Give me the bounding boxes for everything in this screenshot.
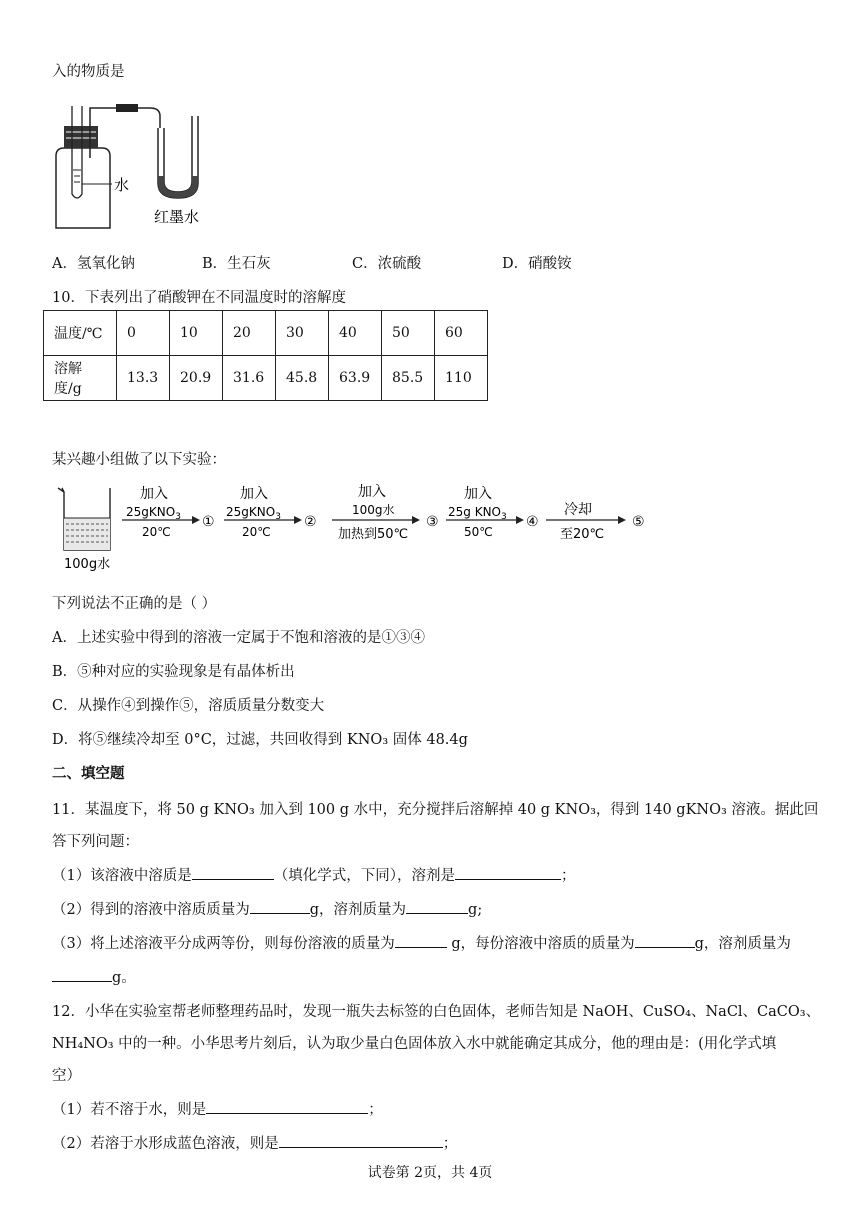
page-footer: 试卷第 2页，共 4页 [367,1165,493,1181]
table-header-cell: 溶解度/g [44,356,117,401]
q11-part-1-text-a: （1）该溶液中溶质是 [52,868,192,884]
table-cell: 63.9 [329,356,382,401]
table-cell: 30 [276,311,329,356]
q12-part-1-text-b: ； [368,1102,383,1118]
table-cell: 45.8 [276,356,329,401]
q11-part-2-text-a: （2）得到的溶液中溶质质量为 [52,902,250,918]
flow-step-2-bottom: 20℃ [242,525,271,539]
q9-option-c: C．浓硫酸 [352,256,422,272]
flow-step-1-result: ① [202,514,215,530]
q9-option-d: D．硝酸铵 [502,256,572,272]
q12-line-2: NH₄NO₃ 中的一种。小华思考片刻后，认为取少量白色固体放入水中就能确定其成分，他的理由是：(用化学式填 [52,1036,777,1052]
table-cell: 13.3 [117,356,170,401]
flow-step-1-bottom: 20℃ [142,525,171,539]
q10-question: 下列说法不正确的是（ ） [52,596,217,612]
q11-part-3-cont [52,966,136,987]
answer-blank[interactable] [406,899,468,914]
table-cell: 85.5 [382,356,435,401]
q11-part-2 [52,898,482,919]
question-intro-tail: 入的物质是 [52,64,125,80]
table-header-cell: 温度/℃ [44,311,117,356]
q11-part-1-text-c: ； [560,868,576,884]
flow-step-3-top1: 加入 [358,484,386,500]
table-cell: 40 [329,311,382,356]
svg-text:25gKNO3: 25gKNO$_3$ [226,505,281,522]
table-cell: 20.9 [170,356,223,401]
q10-option-c: C．从操作④到操作⑤，溶质质量分数变大 [52,698,325,714]
table-cell: 60 [435,311,488,356]
answer-blank[interactable] [455,865,561,880]
flow-step-2-top1: 加入 [240,486,268,502]
q12-part-1-text-a: （1）若不溶于水，则是 [52,1102,207,1118]
flow-step-5-top1: 冷却 [564,502,592,518]
answer-blank[interactable] [279,1133,443,1148]
q11-part-3-text-d: g。 [112,970,136,986]
svg-text:25gKNO3: 25gKNO$_3$ [126,505,181,522]
q11-part-1-text-b: （填化学式，下同），溶剂是 [273,868,455,884]
table-row [44,311,488,356]
q12-part-1 [52,1098,383,1119]
flow-step-3-bottom: 加热到50℃ [338,527,409,542]
q11-part-3-text-a: （3）将上述溶液平分成两等份，则每份溶液的质量为 [52,936,395,952]
q10-option-b: B．⑤种对应的实验现象是有晶体析出 [52,664,295,680]
experiment-intro: 某兴趣小组做了以下实验： [52,452,226,468]
q11-part-2-text-b: g，溶剂质量为 [309,902,407,918]
flow-step-4-bottom: 50℃ [464,525,493,539]
flow-step-4-top2: 25g KNO [448,505,501,519]
answer-blank[interactable] [52,967,112,982]
q10-stem: 10．下表列出了硝酸钾在不同温度时的溶解度 [52,290,346,306]
beaker-label: 100g水 [64,557,111,572]
flow-step-1-top1: 加入 [140,486,168,502]
answer-blank[interactable] [250,899,310,914]
q10-option-a: A．上述实验中得到的溶液一定属于不饱和溶液的是①③④ [52,630,425,646]
flow-step-2-top2: 25gKNO [226,505,276,519]
flow-step-2-result: ② [304,514,317,530]
section-title: 二、填空题 [52,766,125,782]
table-cell: 110 [435,356,488,401]
q9-option-b: B．生石灰 [202,256,271,272]
flow-step-1-top2: 25gKNO [126,505,176,519]
table-cell: 10 [170,311,223,356]
solubility-table [43,310,488,401]
answer-blank[interactable] [192,865,274,880]
experiment-flow-diagram [52,478,662,574]
q11-part-2-text-c: g; [468,902,483,918]
q10-option-d: D．将⑤继续冷却至 0°C，过滤，共回收得到 KNO₃ 固体 48.4g [52,732,468,748]
table-cell: 20 [223,311,276,356]
answer-blank[interactable] [206,1099,368,1114]
flow-step-3-top2: 100g水 [352,503,395,517]
table-cell: 50 [382,311,435,356]
table-row [44,356,488,401]
q12-part-2-text-b: ； [442,1136,458,1152]
q11-line-2: 答下列问题： [52,834,139,850]
q11-part-3 [52,932,791,953]
q11-part-1 [52,864,575,885]
flow-step-4-top1: 加入 [464,486,492,502]
flow-step-4-result: ④ [526,514,539,530]
answer-blank[interactable] [635,933,695,948]
q12-part-2 [52,1132,457,1153]
q11-line-1: 11．某温度下，将 50 g KNO₃ 加入到 100 g 水中，充分搅拌后溶解掉 40 g KNO₃，得到 140 gKNO₃ 溶液。据此回 [52,802,819,818]
q12-part-2-text-a: （2）若溶于水形成蓝色溶液，则是 [52,1136,279,1152]
apparatus-diagram [50,98,225,233]
flow-step-3-result: ③ [426,514,439,530]
table-cell: 31.6 [223,356,276,401]
water-label: 水 [114,176,130,194]
ink-label: 红墨水 [154,208,200,226]
flow-step-5-result: ⑤ [632,514,645,530]
q12-line-1: 12．小华在实验室帮老师整理药品时，发现一瓶失去标签的白色固体，老师告知是 NaOH、CuSO₄、NaCl、CaCO₃、 [52,1004,821,1020]
q9-option-a: A．氢氧化钠 [52,256,135,272]
table-cell: 0 [117,311,170,356]
q12-line-3: 空） [52,1068,81,1084]
svg-text:25g KNO3: 25g $KNO_3$ [448,505,507,522]
q11-part-3-text-c: g，溶剂质量为 [694,936,791,952]
q11-part-3-text-b: g，每份溶液中溶质的质量为 [446,936,635,952]
flow-step-5-bottom: 至20℃ [560,527,605,542]
answer-blank[interactable] [395,933,447,948]
